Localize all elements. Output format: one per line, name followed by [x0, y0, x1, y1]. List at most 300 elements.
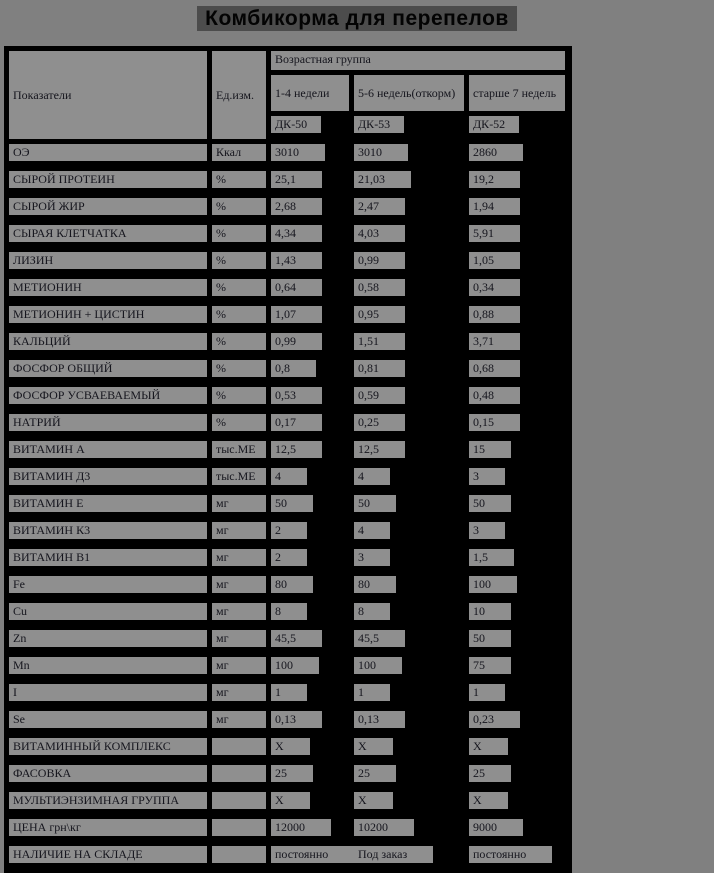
row-label-cell — [9, 252, 207, 274]
row-label-cell — [9, 279, 207, 301]
row-value: 3 — [469, 522, 505, 539]
row-value: 25,1 — [271, 171, 322, 188]
row-value-cell — [354, 252, 464, 274]
row-unit: % — [212, 171, 266, 188]
row-unit: мг — [212, 549, 266, 566]
row-value: 0,8 — [271, 360, 316, 377]
row-unit — [212, 765, 266, 782]
row-value: постоянно — [469, 846, 552, 863]
row-unit: % — [212, 225, 266, 242]
row-unit — [212, 846, 266, 863]
row-unit-cell — [212, 414, 266, 436]
header-col-indicators — [9, 51, 207, 139]
row-value-cell — [271, 198, 349, 220]
row-unit-cell — [212, 387, 266, 409]
row-value-cell — [271, 225, 349, 247]
table-row — [9, 225, 567, 247]
page-title-text: Комбикорма для перепелов — [197, 6, 517, 31]
row-value-cell — [271, 144, 349, 166]
row-label-cell — [9, 225, 207, 247]
row-value-cell — [271, 252, 349, 274]
row-value-cell — [354, 819, 464, 841]
row-value: Х — [354, 738, 393, 755]
row-label: I — [9, 684, 207, 701]
row-unit: тыс.МЕ — [212, 468, 266, 485]
row-value: 25 — [469, 765, 511, 782]
row-value: 100 — [271, 657, 319, 674]
header-age-2 — [354, 75, 464, 111]
row-value: 1,5 — [469, 549, 514, 566]
row-value: 4,03 — [354, 225, 405, 242]
row-label-cell — [9, 819, 207, 841]
row-unit: мг — [212, 495, 266, 512]
row-value-cell — [469, 144, 565, 166]
row-label-cell — [9, 765, 207, 787]
row-value-cell — [354, 441, 464, 463]
row-label-cell — [9, 711, 207, 733]
row-value: 4 — [354, 522, 390, 539]
table-row — [9, 414, 567, 436]
row-unit: % — [212, 279, 266, 296]
row-value: постоянно — [271, 846, 354, 863]
row-unit-cell — [212, 576, 266, 598]
row-label: Fe — [9, 576, 207, 593]
row-unit: мг — [212, 657, 266, 674]
row-value-cell — [271, 549, 349, 571]
row-value-cell — [354, 792, 464, 814]
row-value-cell — [354, 549, 464, 571]
row-unit-cell — [212, 819, 266, 841]
header-code-1-label: ДК-50 — [271, 116, 321, 133]
row-value-cell — [271, 630, 349, 652]
table-row — [9, 711, 567, 733]
row-value-cell — [271, 414, 349, 436]
row-value-cell — [469, 360, 565, 382]
row-value-cell — [469, 414, 565, 436]
row-label: ВИТАМИН Е — [9, 495, 207, 512]
row-value: 0,13 — [271, 711, 322, 728]
row-value-cell — [469, 846, 565, 868]
table-row — [9, 819, 567, 841]
row-value-cell — [354, 765, 464, 787]
row-value-cell — [354, 171, 464, 193]
row-label-cell — [9, 198, 207, 220]
table-row — [9, 468, 567, 490]
row-label-cell — [9, 171, 207, 193]
row-unit-cell — [212, 630, 266, 652]
row-unit-cell — [212, 738, 266, 760]
row-value: 5,91 — [469, 225, 520, 242]
row-unit-cell — [212, 306, 266, 328]
row-unit-cell — [212, 252, 266, 274]
row-value-cell — [271, 495, 349, 517]
row-value-cell — [271, 576, 349, 598]
table-row — [9, 198, 567, 220]
header-age-1 — [271, 75, 349, 111]
table-row — [9, 684, 567, 706]
row-label-cell — [9, 333, 207, 355]
row-label: ЦЕНА грн\кг — [9, 819, 207, 836]
row-value-cell — [271, 819, 349, 841]
row-value-cell — [354, 387, 464, 409]
row-value-cell — [271, 792, 349, 814]
header-age-2-label: 5-6 недель(откорм) — [354, 75, 464, 111]
row-value-cell — [271, 765, 349, 787]
row-label: Mn — [9, 657, 207, 674]
row-unit-cell — [212, 198, 266, 220]
row-label: Se — [9, 711, 207, 728]
feed-table — [4, 46, 572, 873]
row-value: Х — [469, 738, 508, 755]
row-value: 1,51 — [354, 333, 405, 350]
row-label: ВИТАМИН К3 — [9, 522, 207, 539]
table-row — [9, 738, 567, 760]
row-label: МЕТИОНИН + ЦИСТИН — [9, 306, 207, 323]
row-value-cell — [469, 441, 565, 463]
header-age-1-label: 1-4 недели — [271, 75, 349, 111]
row-value: 12,5 — [354, 441, 405, 458]
row-value-cell — [469, 792, 565, 814]
row-label-cell — [9, 306, 207, 328]
table-row — [9, 252, 567, 274]
row-value-cell — [271, 387, 349, 409]
row-label: ЛИЗИН — [9, 252, 207, 269]
table-row — [9, 144, 567, 166]
row-value: 12,5 — [271, 441, 322, 458]
row-value-cell — [354, 603, 464, 625]
row-value-cell — [469, 495, 565, 517]
row-label: ОЭ — [9, 144, 207, 161]
row-value: 0,99 — [271, 333, 322, 350]
row-label: НАТРИЙ — [9, 414, 207, 431]
row-value-cell — [354, 306, 464, 328]
row-label: ФОСФОР ОБЩИЙ — [9, 360, 207, 377]
row-value: 50 — [271, 495, 313, 512]
row-unit — [212, 792, 266, 809]
row-value: 0,58 — [354, 279, 405, 296]
row-value: 2,47 — [354, 198, 405, 215]
row-value-cell — [469, 711, 565, 733]
row-value: 0,59 — [354, 387, 405, 404]
row-value-cell — [469, 603, 565, 625]
row-value-cell — [271, 603, 349, 625]
table-row — [9, 306, 567, 328]
table-body — [9, 144, 567, 868]
row-value: 3 — [354, 549, 390, 566]
table-row — [9, 603, 567, 625]
row-label-cell — [9, 630, 207, 652]
row-value-cell — [354, 630, 464, 652]
row-value-cell — [469, 630, 565, 652]
row-unit-cell — [212, 549, 266, 571]
row-value-cell — [354, 522, 464, 544]
row-unit-cell — [212, 333, 266, 355]
row-unit: % — [212, 198, 266, 215]
row-value-cell — [469, 387, 565, 409]
row-unit: Ккал — [212, 144, 266, 161]
row-value: 0,15 — [469, 414, 520, 431]
row-value-cell — [271, 306, 349, 328]
row-value-cell — [354, 360, 464, 382]
row-value-cell — [354, 198, 464, 220]
row-value-cell — [271, 468, 349, 490]
row-label: КАЛЬЦИЙ — [9, 333, 207, 350]
row-unit-cell — [212, 711, 266, 733]
row-value-cell — [354, 711, 464, 733]
row-unit-cell — [212, 495, 266, 517]
row-label-cell — [9, 414, 207, 436]
row-value-cell — [271, 441, 349, 463]
row-value: 50 — [469, 495, 511, 512]
header-code-2 — [354, 116, 464, 139]
row-value-cell — [469, 225, 565, 247]
row-value: 0,25 — [354, 414, 405, 431]
row-value: 80 — [354, 576, 396, 593]
row-unit: % — [212, 387, 266, 404]
row-value-cell — [469, 279, 565, 301]
row-value: 45,5 — [271, 630, 322, 647]
row-unit: % — [212, 414, 266, 431]
table-row — [9, 522, 567, 544]
row-value: 1 — [469, 684, 505, 701]
row-label-cell — [9, 468, 207, 490]
row-label: ВИТАМИН А — [9, 441, 207, 458]
table-header — [9, 51, 567, 139]
row-value: 1 — [271, 684, 307, 701]
row-unit: мг — [212, 711, 266, 728]
row-label: СЫРОЙ ЖИР — [9, 198, 207, 215]
row-value: 100 — [354, 657, 402, 674]
row-value: 0,13 — [354, 711, 405, 728]
row-value: 12000 — [271, 819, 331, 836]
row-value-cell — [469, 738, 565, 760]
table-row — [9, 495, 567, 517]
header-col-units-label: Ед.изм. — [212, 51, 266, 139]
row-unit-cell — [212, 225, 266, 247]
table-row — [9, 630, 567, 652]
row-value-cell — [271, 657, 349, 679]
row-value: 1,07 — [271, 306, 322, 323]
row-value-cell — [354, 414, 464, 436]
row-value: Х — [271, 792, 310, 809]
row-value: 0,88 — [469, 306, 520, 323]
row-value: 0,64 — [271, 279, 322, 296]
page-title — [0, 0, 714, 44]
row-value-cell — [469, 252, 565, 274]
row-unit-cell — [212, 792, 266, 814]
row-label: Zn — [9, 630, 207, 647]
row-value-cell — [354, 495, 464, 517]
header-code-1 — [271, 116, 349, 139]
row-unit — [212, 738, 266, 755]
header-age-group-label: Возрастная группа — [271, 51, 565, 70]
row-value-cell — [271, 279, 349, 301]
row-value: 25 — [354, 765, 396, 782]
row-value: 8 — [354, 603, 390, 620]
header-age-3-label: старше 7 недель — [469, 75, 565, 111]
row-unit-cell — [212, 468, 266, 490]
row-label: Cu — [9, 603, 207, 620]
row-unit — [212, 819, 266, 836]
row-label-cell — [9, 144, 207, 166]
table-row — [9, 360, 567, 382]
row-unit-cell — [212, 684, 266, 706]
row-value-cell — [469, 549, 565, 571]
table-row — [9, 549, 567, 571]
header-col-units — [212, 51, 266, 139]
row-value: 0,17 — [271, 414, 322, 431]
row-label-cell — [9, 792, 207, 814]
row-value: 3010 — [354, 144, 408, 161]
table-row — [9, 765, 567, 787]
row-value: 10 — [469, 603, 511, 620]
row-value: 4,34 — [271, 225, 322, 242]
row-label: ФОСФОР УСВАЕВАЕМЫЙ — [9, 387, 207, 404]
header-code-2-label: ДК-53 — [354, 116, 404, 133]
table-row — [9, 171, 567, 193]
row-value: 4 — [271, 468, 307, 485]
table-row — [9, 333, 567, 355]
row-value-cell — [271, 738, 349, 760]
row-value-cell — [469, 576, 565, 598]
row-value: 0,99 — [354, 252, 405, 269]
row-value-cell — [354, 846, 464, 868]
row-unit-cell — [212, 846, 266, 868]
row-value: 15 — [469, 441, 511, 458]
row-value: 0,48 — [469, 387, 520, 404]
row-value-cell — [271, 684, 349, 706]
row-value: 19,2 — [469, 171, 520, 188]
row-value: 2,68 — [271, 198, 322, 215]
row-label: НАЛИЧИЕ НА СКЛАДЕ — [9, 846, 207, 863]
row-value: 100 — [469, 576, 517, 593]
row-label-cell — [9, 549, 207, 571]
row-value-cell — [354, 333, 464, 355]
row-value: 2860 — [469, 144, 523, 161]
row-value: 0,68 — [469, 360, 520, 377]
row-unit: мг — [212, 603, 266, 620]
row-value-cell — [271, 522, 349, 544]
row-label: ВИТАМИН Д3 — [9, 468, 207, 485]
row-value: 2 — [271, 549, 307, 566]
table-row — [9, 657, 567, 679]
header-col-indicators-label: Показатели — [9, 51, 207, 139]
row-label-cell — [9, 360, 207, 382]
row-label: ВИТАМИН В1 — [9, 549, 207, 566]
row-unit: % — [212, 360, 266, 377]
row-unit: мг — [212, 630, 266, 647]
row-value-cell — [469, 765, 565, 787]
row-label: МУЛЬТИЭНЗИМНАЯ ГРУППА — [9, 792, 207, 809]
row-value-cell — [271, 333, 349, 355]
row-unit-cell — [212, 603, 266, 625]
row-label-cell — [9, 738, 207, 760]
row-value: 50 — [354, 495, 396, 512]
row-value-cell — [469, 657, 565, 679]
row-value: 1,43 — [271, 252, 322, 269]
row-value: 50 — [469, 630, 511, 647]
row-unit-cell — [212, 360, 266, 382]
table-row — [9, 846, 567, 868]
header-code-3 — [469, 116, 565, 139]
row-unit: % — [212, 252, 266, 269]
row-value: 1 — [354, 684, 390, 701]
row-value: Х — [354, 792, 393, 809]
row-value-cell — [469, 684, 565, 706]
row-value-cell — [271, 171, 349, 193]
table-row — [9, 792, 567, 814]
row-value: 75 — [469, 657, 511, 674]
row-label: ВИТАМИННЫЙ КОМПЛЕКС — [9, 738, 207, 755]
row-value-cell — [354, 225, 464, 247]
row-unit-cell — [212, 144, 266, 166]
row-value-cell — [469, 468, 565, 490]
row-value: 3 — [469, 468, 505, 485]
row-value-cell — [469, 333, 565, 355]
row-label: СЫРОЙ ПРОТЕИН — [9, 171, 207, 188]
table-row — [9, 279, 567, 301]
row-unit-cell — [212, 171, 266, 193]
table-row — [9, 441, 567, 463]
row-value-cell — [469, 306, 565, 328]
row-unit-cell — [212, 441, 266, 463]
row-value-cell — [469, 198, 565, 220]
row-value: 0,23 — [469, 711, 520, 728]
row-value: 0,53 — [271, 387, 322, 404]
row-value-cell — [469, 819, 565, 841]
row-value: 80 — [271, 576, 313, 593]
row-value-cell — [271, 711, 349, 733]
row-value: 10200 — [354, 819, 414, 836]
row-value: 25 — [271, 765, 313, 782]
row-label-cell — [9, 387, 207, 409]
table-row — [9, 576, 567, 598]
row-label-cell — [9, 684, 207, 706]
row-label-cell — [9, 657, 207, 679]
row-value-cell — [271, 846, 349, 868]
row-value: 0,34 — [469, 279, 520, 296]
header-code-3-label: ДК-52 — [469, 116, 519, 133]
row-value-cell — [354, 279, 464, 301]
row-value: 0,81 — [354, 360, 405, 377]
row-value: 3010 — [271, 144, 325, 161]
table-row — [9, 387, 567, 409]
row-unit: % — [212, 306, 266, 323]
row-value: Х — [271, 738, 310, 755]
row-unit: мг — [212, 522, 266, 539]
row-label-cell — [9, 603, 207, 625]
row-value: 1,94 — [469, 198, 520, 215]
row-value-cell — [354, 684, 464, 706]
header-age-group — [271, 51, 565, 70]
row-value-cell — [271, 360, 349, 382]
row-value: 2 — [271, 522, 307, 539]
row-value: Х — [469, 792, 508, 809]
row-value-cell — [354, 738, 464, 760]
row-label: СЫРАЯ КЛЕТЧАТКА — [9, 225, 207, 242]
row-label: МЕТИОНИН — [9, 279, 207, 296]
row-unit: мг — [212, 684, 266, 701]
row-value: 0,95 — [354, 306, 405, 323]
row-value: 21,03 — [354, 171, 411, 188]
row-value-cell — [354, 657, 464, 679]
row-unit: % — [212, 333, 266, 350]
row-value: 45,5 — [354, 630, 405, 647]
row-unit-cell — [212, 765, 266, 787]
header-age-3 — [469, 75, 565, 111]
row-label-cell — [9, 495, 207, 517]
row-value: 8 — [271, 603, 307, 620]
